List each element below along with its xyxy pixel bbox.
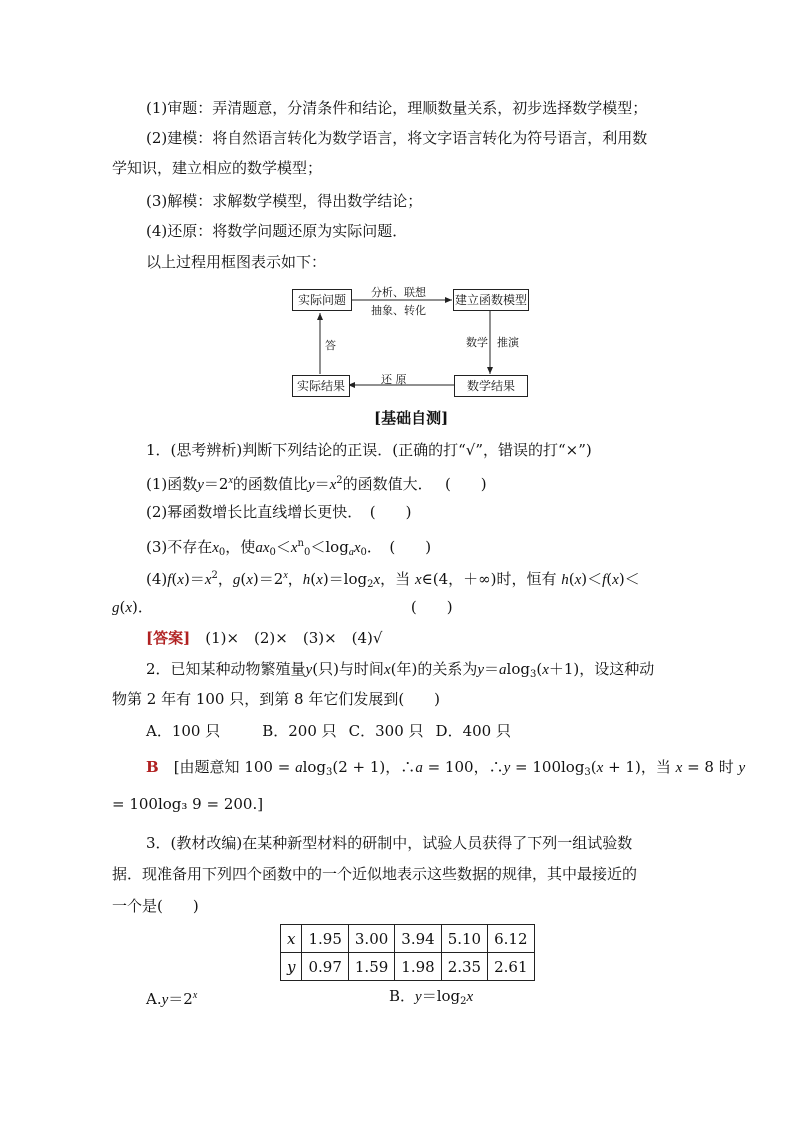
q2-solution-cont: = 100log₃ 9 = 200.]	[112, 795, 264, 813]
label-deduce: 推演	[497, 336, 519, 349]
label-restore: 还 原	[381, 373, 407, 386]
q3-line-3: 一个是( )	[112, 897, 199, 915]
cell-x-3: 3.94	[395, 925, 441, 953]
q1-answer: [答案] (1)× (2)× (3)× (4)√	[146, 629, 383, 647]
step-4: (4)还原：将数学问题还原为实际问题．	[146, 222, 408, 240]
q1-stem: 1．(思考辨析)判断下列结论的正误．(正确的打“√”，错误的打“×”)	[146, 441, 592, 459]
cell-y-1: 0.97	[302, 953, 348, 981]
table-row-y	[281, 953, 535, 981]
q3-line-2: 据．现准备用下列四个函数中的一个近似地表示这些数据的规律，其中最接近的	[112, 865, 638, 883]
q2-line-2: 物第 2 年有 100 只，到第 8 年它们发展到( )	[112, 690, 441, 708]
q2-option-a[interactable]: A．100 只	[146, 722, 221, 740]
q2-options	[146, 721, 511, 741]
step-2-line-1: (2)建模：将自然语言转化为数学语言，将文字语言转化为符号语言，利用数	[146, 129, 648, 147]
q2-option-b[interactable]: B．200 只	[262, 722, 337, 740]
q3-option-b[interactable]: B．$y=\log_2x$	[389, 987, 474, 1007]
cell-y-2: 1.59	[348, 953, 394, 981]
cell-x-4: 5.10	[441, 925, 487, 953]
box-math-result: 数学结果	[454, 375, 528, 397]
q2-answer-letter: B	[146, 758, 159, 776]
row-label-x: x	[281, 925, 302, 953]
flow-intro: 以上过程用框图表示如下：	[146, 253, 327, 271]
cell-x-5: 6.12	[488, 925, 534, 953]
step-1: (1)审题：弄清题意，分清条件和结论，理顺数量关系，初步选择数学模型；	[146, 99, 648, 117]
q2-option-c[interactable]: C．300 只	[348, 722, 424, 740]
step-2-line-2: 学知识，建立相应的数学模型；	[112, 159, 323, 177]
cell-x-1: 1.95	[302, 925, 348, 953]
cell-y-4: 2.35	[441, 953, 487, 981]
q1-item-4: $(4)f(x)=x^2$，$g(x)=2^x$，$h(x)=\log_2x$，当 x∈(4，＋∞)时，恒有 h(x)＜f(x)＜	[146, 570, 640, 590]
q2-line-1: 2．已知某种动物繁殖量y(只)与时间x(年)的关系为y＝alog$_3$(x＋1)，设这种动	[146, 660, 655, 680]
label-abstraction: 抽象、转化	[371, 304, 426, 317]
q3-data-table	[280, 924, 535, 981]
q1-item-3: (3)不存在$x_0$，使$ax_0<x^n_0<\log_ax_0$． ( )	[146, 538, 432, 558]
q2-option-d[interactable]: D．400 只	[435, 722, 511, 740]
box-real-result: 实际结果	[292, 375, 350, 397]
label-math: 数学	[466, 336, 488, 349]
q1-item-4-cont: g(x)． ( )	[112, 598, 453, 616]
q3-line-1: 3．(教材改编)在某种新型材料的研制中，试验人员获得了下列一组试验数	[146, 834, 633, 852]
q2-solution: B [由题意知 100 = alog$_3$(2 + 1)，∴a = 100，∴y = $100\log_3(x + 1)$，当 x = 8 时 y	[146, 758, 746, 778]
box-function-model: 建立函数模型	[453, 289, 529, 311]
section-title: [基础自测]	[374, 409, 449, 427]
cell-y-5: 2.61	[488, 953, 534, 981]
cell-x-2: 3.00	[348, 925, 394, 953]
q1-item-2: (2)幂函数增长比直线增长更快． ( )	[146, 503, 412, 521]
table-row-x	[281, 925, 535, 953]
q3-option-a[interactable]: $A.y=2^x$	[146, 990, 198, 1008]
label-answer: 答	[325, 339, 336, 352]
box-real-problem: 实际问题	[292, 289, 352, 311]
cell-y-3: 1.98	[395, 953, 441, 981]
label-analysis: 分析、联想	[371, 286, 426, 299]
answer-tag: [答案]	[146, 629, 191, 647]
step-3: (3)解模：求解数学模型，得出数学结论；	[146, 192, 423, 210]
q1-item-1: (1)函数$y=2^x$的函数值比$y=x^2$的函数值大． ( )	[146, 475, 487, 493]
row-label-y: y	[281, 953, 302, 981]
